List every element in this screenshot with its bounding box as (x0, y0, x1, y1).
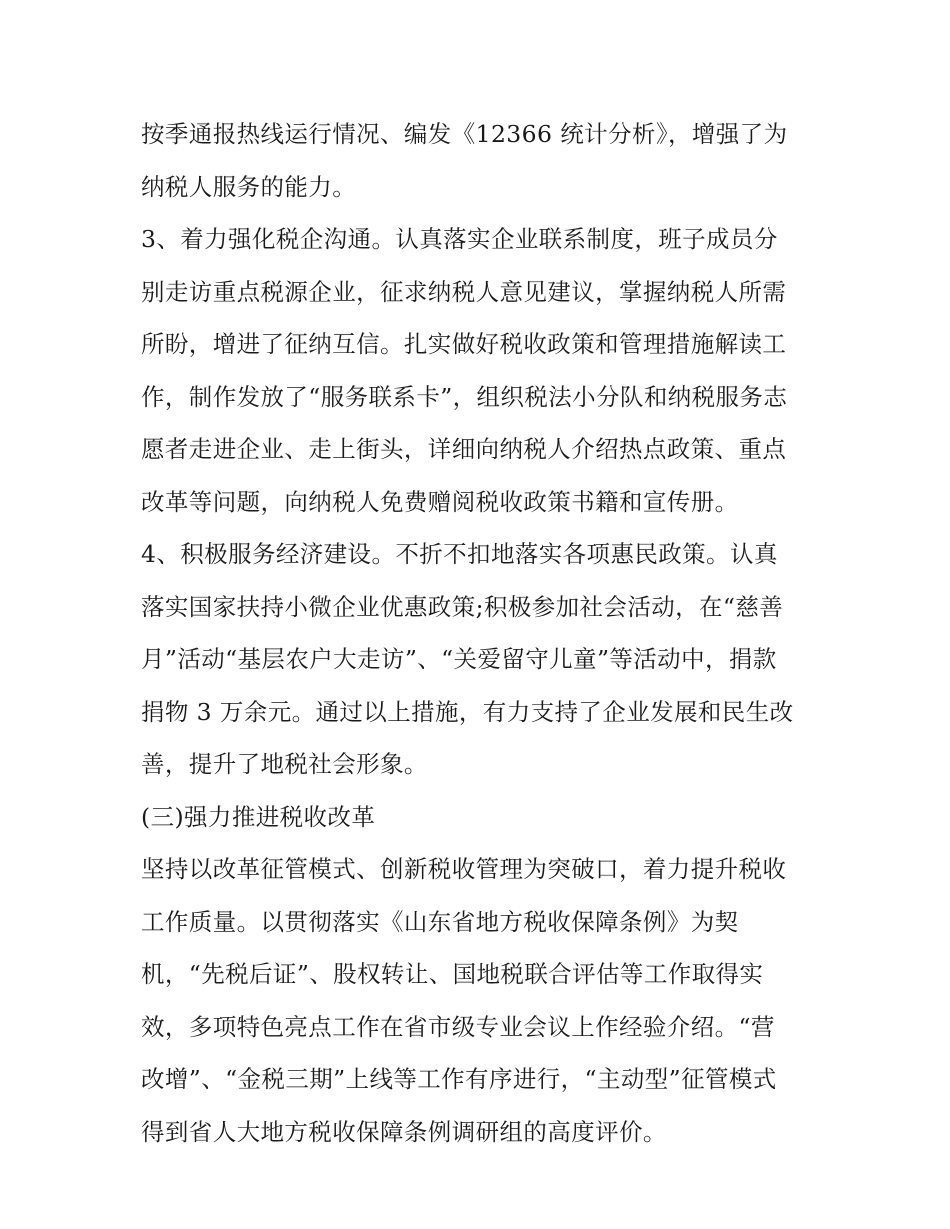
paragraph-line: 别走访重点税源企业，征求纳税人意见建议，掌握纳税人所需 (141, 277, 787, 306)
paragraph-line: 落实国家扶持小微企业优惠政策;积极参加社会活动，在“慈善 (141, 592, 784, 621)
paragraph-line: 效，多项特色亮点工作在省市级专业会议上作经验介绍。“营 (141, 1012, 775, 1041)
paragraph-line: 纳税人服务的能力。 (141, 172, 357, 201)
paragraph-line: 月”活动“基层农户大走访”、“关爱留守儿童”等活动中，捐款 (141, 645, 777, 673)
paragraph-line: 得到省人大地方税收保障条例调研组的高度评价。 (141, 1117, 667, 1146)
document-body (141, 108, 821, 1158)
paragraph-line: 机，“先税后证”、股权转让、国地税联合评估等工作取得实 (141, 960, 764, 988)
section-heading: (三)强力推进税收改革 (141, 802, 376, 831)
paragraph-line: 4、积极服务经济建设。不折不扣地落实各项惠民政策。认真 (141, 540, 778, 568)
paragraph-line: 按季通报热线运行情况、编发《12366 统计分析》，增强了为 (141, 120, 788, 148)
paragraph-line: 愿者走进企业、走上街头，详细向纳税人介绍热点政策、重点 (141, 435, 787, 463)
paragraph-line: 所盼，增进了征纳互信。扎实做好税收政策和管理措施解读工 (141, 330, 787, 358)
paragraph-line: 改增”、“金税三期”上线等工作有序进行，“主动型”征管模式 (141, 1065, 777, 1093)
paragraph-line: 捐物 3 万余元。通过以上措施，有力支持了企业发展和民生改 (141, 697, 794, 726)
paragraph-line: 善，提升了地税社会形象。 (141, 750, 428, 778)
paragraph-line: 作，制作发放了“服务联系卡”，组织税法小分队和纳税服务志 (141, 382, 788, 411)
paragraph-line: 3、着力强化税企沟通。认真落实企业联系制度，班子成员分 (141, 225, 778, 253)
paragraph-line: 工作质量。以贯彻落实《山东省地方税收保障条例》为契 (141, 907, 739, 936)
paragraph-line: 坚持以改革征管模式、创新税收管理为突破口，着力提升税收 (141, 855, 787, 883)
paragraph-line: 改革等问题，向纳税人免费赠阅税收政策书籍和宣传册。 (141, 487, 739, 516)
